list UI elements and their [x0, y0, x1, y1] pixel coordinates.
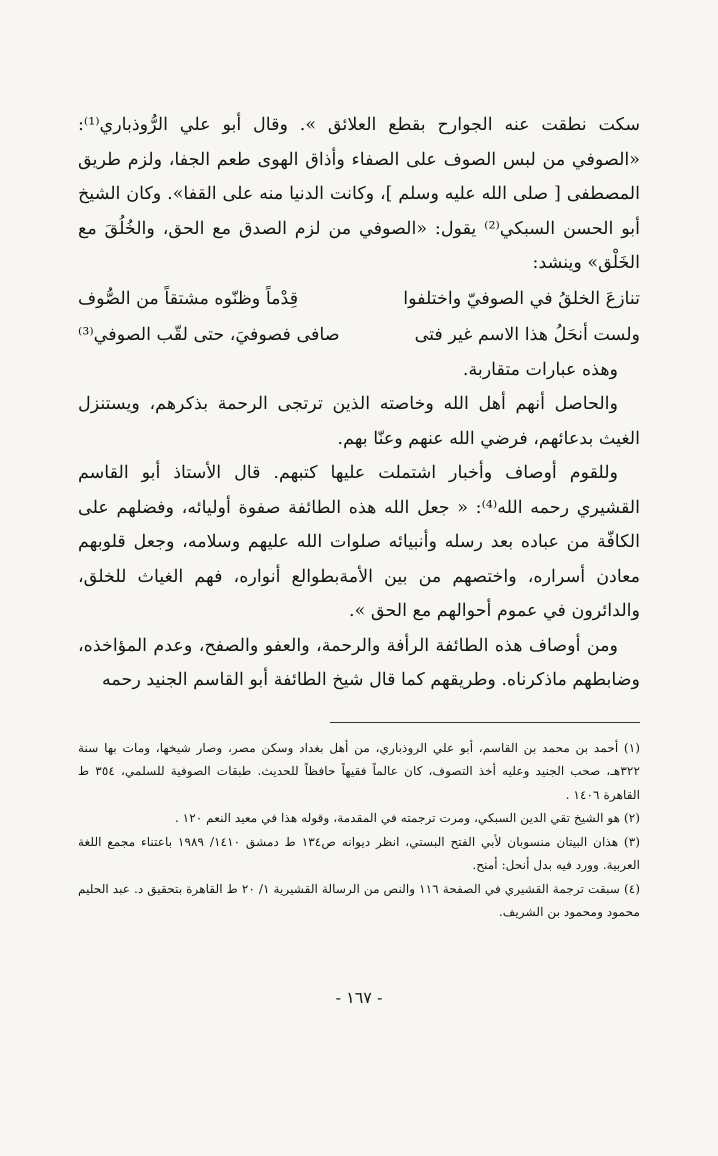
- paragraph-5: ومن أوصاف هذه الطائفة الرأفة والرحمة، والعفو والصفح، وعدم المؤاخذه، وضابطهم ماذكرناه. وطريقهم كما قال شيخ الطائفة أبو القاسم الجنيد رحمه: [78, 635, 640, 690]
- footnote-4: (٤) سبقت ترجمة القشيري في الصفحة ١١٦ والنص من الرسالة القشيرية ١/ ٢٠ ط القاهرة بتحقيق د. عبد الحليم محمود ومحمود بن الشريف.: [78, 881, 641, 919]
- verse-2-second-hemistich: صافى فصوفيَ، حتى لقّب الصوفي⁽³⁾: [78, 324, 340, 345]
- paragraph-2: وهذه عبارات متقاربة.: [462, 359, 618, 380]
- footnote-separator: [330, 722, 640, 723]
- page-number: - ١٦٧ -: [335, 988, 383, 1007]
- paragraph-3: والحاصل أنهم أهل الله وخاصته الذين ترتجى الرحمة بذكرهم، ويستنزل الغيث بدعائهم، فرضي الله عنهم وعنّا بهم.: [78, 394, 640, 449]
- paragraph-1: سكت نطقت عنه الجوارح بقطع العلائق ». وقال أبو علي الرُّوذباري⁽¹⁾: «الصوفي من لبس الصوف على الصفاء وأذاق الهوى طعم الجفا، ولزم طريق المصطفى [ صلى الله عليه وسلم ]، وكانت الدنيا منه على القفا». وكان الشيخ أبو الحسن السبكي⁽²⁾ يقول: «الصوفي من لزم الصدق مع الحق، والخُلُقَ مع الخَلْق» وينشد:: [78, 115, 640, 273]
- verse-2-first-hemistich: ولست أنحَلُ هذا الاسم غير فتى: [414, 324, 640, 345]
- main-text: [78, 108, 640, 698]
- paragraph-4: وللقوم أوصاف وأخبار اشتملت عليها كتبهم. قال الأستاذ أبو القاسم القشيري رحمه الله⁽⁴⁾: « جعل الله هذه الطائفة صفوة أوليائه، وفضلهم على الكافّة من عباده بعد رسله وأنبيائه صلوات الله عليهم وسلامه، وجعل قلوبهم معادن أسراره، واختصهم من بين الأمةبطوالع أنواره، فهم الغياث للخلق، والدائرون في عموم أحوالهم مع الحق ».: [78, 463, 640, 621]
- verse-line-1: [78, 281, 640, 317]
- verse-line-2: [78, 317, 640, 353]
- footnotes: [78, 737, 640, 925]
- footnote-3: (٣) هذان البيتان منسوبان لأبي الفتح البستي، انظر ديوانه ص١٣٤ ط دمشق ١٤١٠/ ١٩٨٩ باعتناء مجمع اللغة العربية. وورد فيه بدل أنحل: أمنح.: [78, 834, 640, 872]
- footnote-2: (٢) هو الشيخ تقي الدين السبكي، ومرت ترجمته في المقدمة، وقوله هذا في معيد النعم ١٢٠ .: [174, 811, 640, 825]
- footnote-1: (١) أحمد بن محمد بن القاسم، أبو علي الروذباري، من أهل بغداد وسكن مصر، وصار شيخها، ومات بها سنة ٣٢٢هـ، صحب الجنيد وعليه أخذ التصوف، كان عالماً فقيهاً حافظاً للحديث. طبقات الصوفية للسلمي، ٣٥٤ ط القاهرة ١٤٠٦ .: [78, 740, 640, 802]
- verse-1-first-hemistich: تنازعَ الخلقُ في الصوفيّ واختلفوا: [403, 288, 640, 309]
- verse-1-second-hemistich: قِدْماً وظنّوه مشتقاً من الصُّوف: [78, 288, 299, 309]
